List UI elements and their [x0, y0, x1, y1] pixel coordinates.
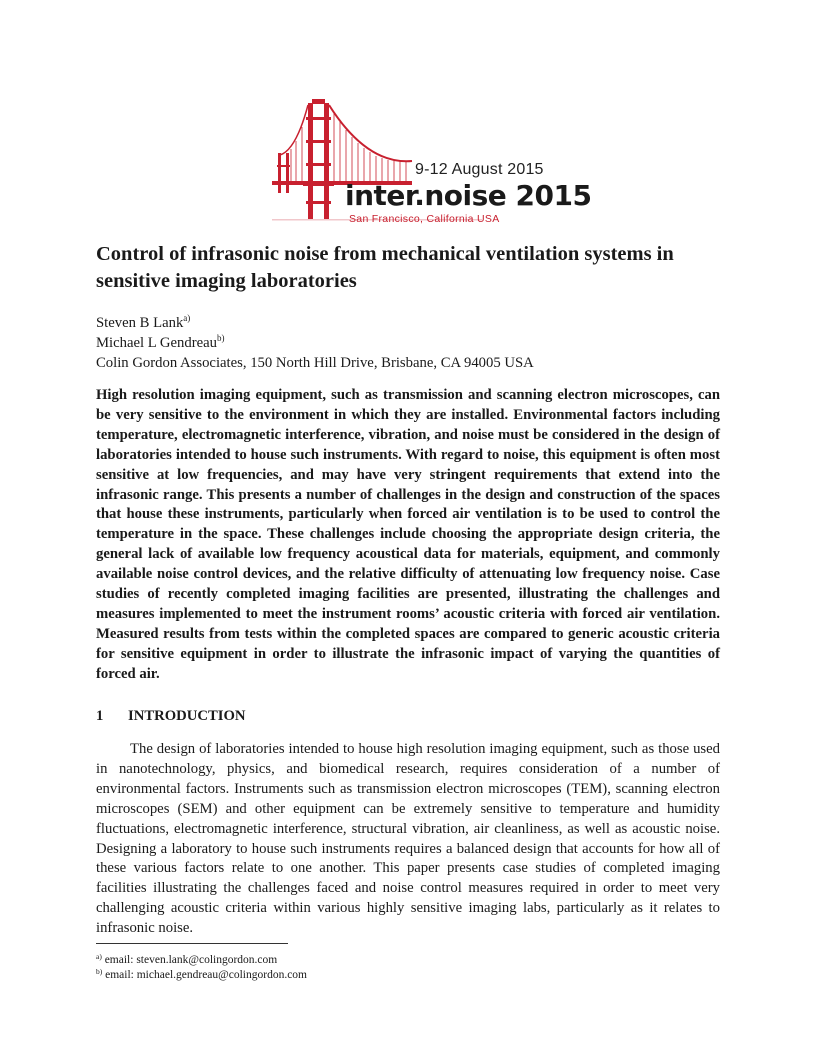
conference-logo	[272, 95, 592, 230]
author-line	[96, 313, 720, 333]
affiliation: Colin Gordon Associates, 150 North Hill Drive, Brisbane, CA 94005 USA	[96, 355, 534, 371]
conference-location: San Francisco, California USA	[349, 213, 500, 225]
section-title: INTRODUCTION	[128, 708, 246, 724]
paper-title: Control of infrasonic noise from mechanical ventilation systems in sensitive imaging laboratories	[96, 243, 674, 292]
footnote-mark: b)	[96, 967, 103, 976]
section-heading	[96, 706, 720, 726]
footnote-rule	[96, 943, 288, 944]
author-mark: a)	[183, 313, 191, 323]
conference-date: 9-12 August 2015	[415, 161, 544, 178]
author-block	[96, 313, 720, 373]
section-number: 1	[96, 708, 104, 724]
footnote	[96, 953, 720, 968]
abstract: High resolution imaging equipment, such as transmission and scanning electron microscopes, can be very sensitive to the environment in which they are installed. Environmental factors including temperature, electromagnetic interference, vibration, and noise must be considered in the design of laboratories intended to house such instruments. With regard to noise, this equipment is often most sensitive at low frequencies, and may have very stringent requirements that extend into the infrasonic range. This presents a number of challenges in the design and construction of the spaces that house these instruments, particularly when forced air ventilation is to be used to control the temperature in the space. These challenges include choosing the appropriate design criteria, the general lack of available low frequency acoustical data for materials, equipment, and commonly available noise control devices, and the relative difficulty of attenuating low frequency noise. Case studies of recently completed imaging facilities are presented, illustrating the challenges and measures implemented to meet the instrument rooms’ acoustic criteria with forced air ventilation. Measured results from tests within the completed spaces are compared to generic acoustic criteria for sensitive equipment in order to illustrate the infrasonic impact of varying the quantities of forced air.	[96, 387, 720, 682]
footnote-text: email: steven.lank@colingordon.com	[101, 954, 278, 966]
conference-brand: inter.noise 2015	[345, 179, 592, 212]
author-name: Steven B Lank	[96, 315, 184, 331]
footnote	[96, 968, 720, 983]
author-name: Michael L Gendreau	[96, 335, 217, 351]
footnote-text: email: michael.gendreau@colingordon.com	[102, 969, 307, 981]
intro-paragraph: The design of laboratories intended to house high resolution imaging equipment, such as those used in nanotechnology, physics, and biomedical research, requires consideration of a number of environmental factors. Instruments such as transmission electron microscopes (TEM), scanning electron microscopes (SEM) and other equipment can be extremely sensitive to temperature and humidity fluctuations, electromagnetic interference, structural vibration, air cleanliness, as well as acoustic noise. Designing a laboratory to house such instruments requires a balanced design that accounts for how all of these various factors relate to one another. This paper presents case studies of completed imaging facilities illustrating the challenges faced and noise control measures required in order to meet very challenging acoustic criteria within various highly sensitive imaging labs, particularly as it relates to infrasonic noise.	[96, 741, 720, 937]
footnotes	[96, 953, 720, 983]
author-line	[96, 333, 720, 353]
footnote-mark: a)	[96, 952, 102, 961]
author-mark: b)	[216, 333, 225, 343]
